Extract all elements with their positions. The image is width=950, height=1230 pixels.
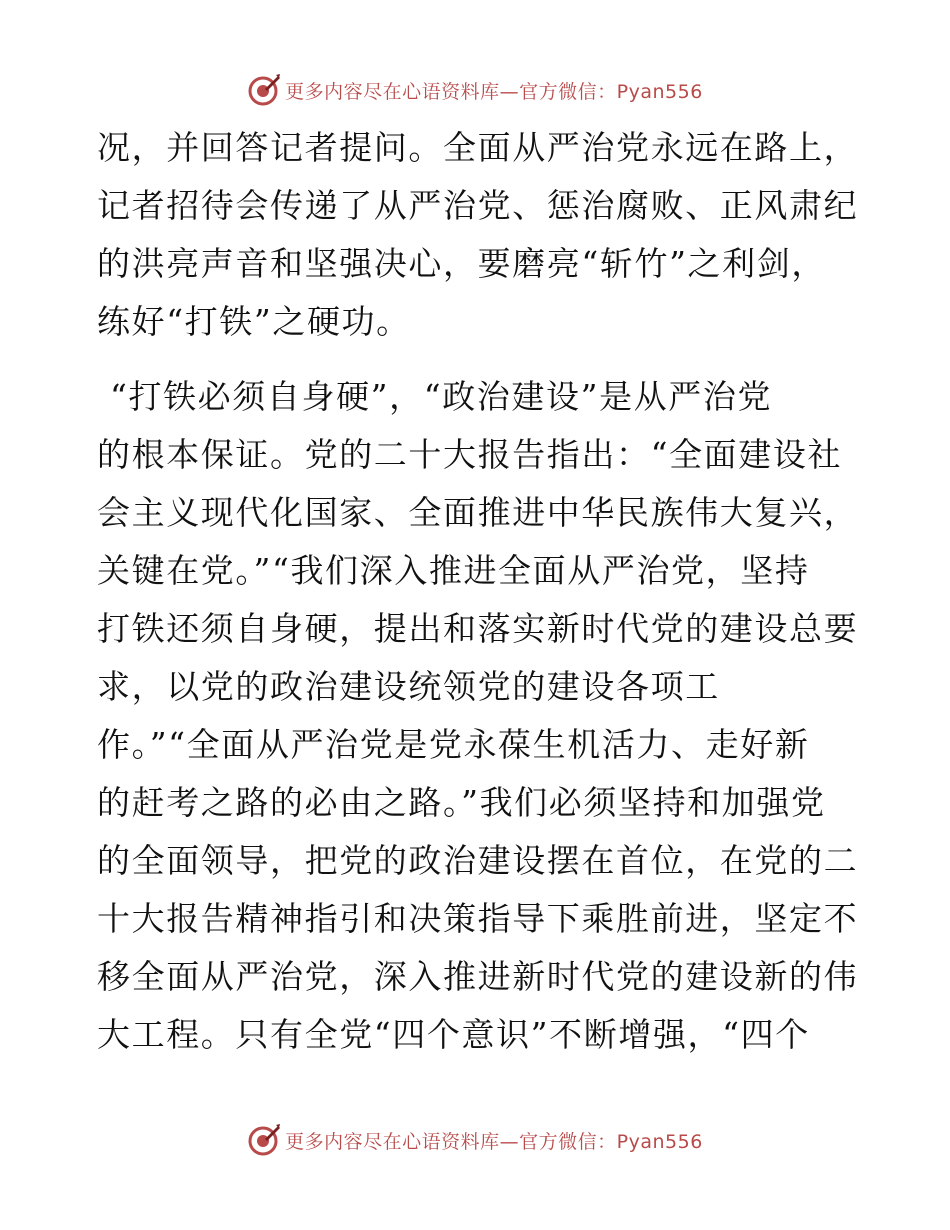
body-line: 的全面领导，把党的政治建设摆在首位，在党的二 <box>97 841 859 880</box>
brand-logo-icon <box>247 1123 281 1157</box>
footer-banner-text: 更多内容尽在心语资料库—官方微信：Pyan556 <box>285 1130 703 1153</box>
body-line: 记者招待会传递了从严治党、惩治腐败、正风肃纪 <box>97 186 859 225</box>
body-line: 的根本保证。党的二十大报告指出：“全面建设社 <box>97 435 843 474</box>
body-line: 的赶考之路的必由之路。”我们必须坚持和加强党 <box>97 783 826 822</box>
body-line: 作。”“全面从严治党是党永葆生机活力、走好新 <box>97 725 810 764</box>
body-line: 会主义现代化国家、全面推进中华民族伟大复兴， <box>97 493 859 532</box>
body-line: 打铁还须自身硬，提出和落实新时代党的建设总要 <box>97 609 859 648</box>
body-line: 关键在党。”“我们深入推进全面从严治党，坚持 <box>97 551 810 590</box>
body-line: 大工程。只有全党“四个意识”不断增强，“四个 <box>97 1015 810 1054</box>
body-line: 的洪亮声音和坚强决心，要磨亮“斩竹”之利剑， <box>97 244 826 283</box>
header-banner-text: 更多内容尽在心语资料库—官方微信：Pyan556 <box>285 80 703 103</box>
body-line: 十大报告精神指引和决策指导下乘胜前进，坚定不 <box>97 899 859 938</box>
footer-banner <box>0 1120 950 1160</box>
paragraph-first-line: “打铁必须自身硬”，“政治建设”是从严治党 <box>110 377 773 416</box>
body-line: 练好“打铁”之硬功。 <box>97 302 411 341</box>
body-line: 移全面从严治党，深入推进新时代党的建设新的伟 <box>97 957 859 996</box>
body-line: 况，并回答记者提问。全面从严治党永远在路上， <box>97 128 859 167</box>
body-line: 求，以党的政治建设统领党的建设各项工 <box>97 667 720 706</box>
